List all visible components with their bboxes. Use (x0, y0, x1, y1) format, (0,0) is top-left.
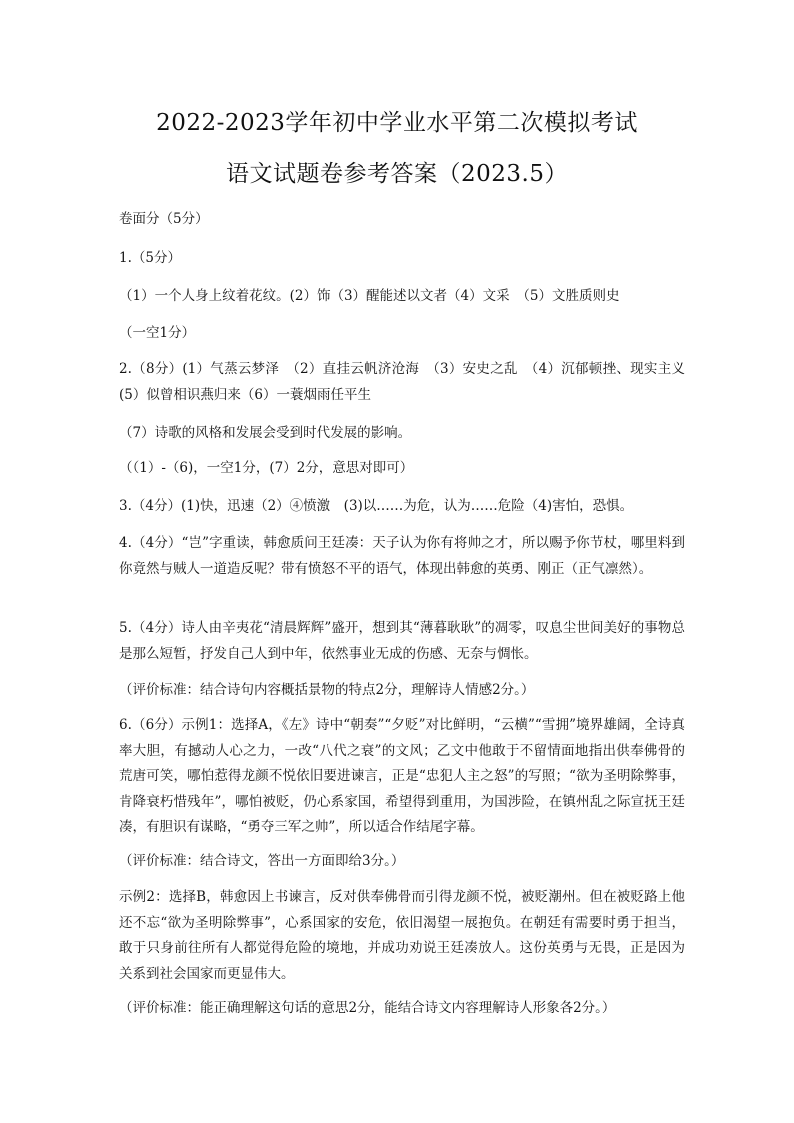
q6-example-2: 示例2：选择B，韩愈因上书谏言，反对供奉佛骨而引得龙颜不悦，被贬潮州。但在被贬路上他还不忘“欲为圣明除弊事”，心系国家的安危，依旧渴望一展抱负。在朝廷有需要时勇于担当，敢于只身前往所有人都觉得危险的境地，并成功劝说王廷凑放人。这份英勇与无畏，正是因为关系到社会国家而更显伟大。 (119, 889, 685, 982)
document-subtitle: 语文试题卷参考答案（2023.5） (226, 161, 568, 187)
q2-answer-7: （7）诗歌的风格和发展会受到时代发展的影响。 (119, 425, 412, 441)
q6-scoring-note-1: （评价标准：结合诗文，答出一方面即给3分。） (119, 853, 405, 869)
q6-scoring-note-2: （评价标准：能正确理解这句话的意思2分，能结合诗文内容理解诗人形象各2分。） (119, 1000, 616, 1016)
q1-scoring-note: （一空1分） (119, 325, 196, 341)
q5-scoring-note: （评价标准：结合诗句内容概括景物的特点2分，理解诗人情感2分。） (119, 682, 535, 698)
q5-answer: 5.（4分）诗人由辛夷花“清晨辉辉”盛开，想到其“薄暮耿耿”的凋零，叹息尘世间美好的事物总是那么短暂，抒发自己人到中年，依然事业无成的伤感、无奈与惆怅。 (119, 620, 685, 662)
juanmian-score-line: 卷面分（5分） (119, 211, 209, 227)
q1-answer: （1）一个人身上纹着花纹。(2）饰（3）醒能述以文者（4）文采 （5）文胜质则史 (119, 288, 620, 304)
document-title: 2022-2023学年初中学业水平第二次模拟考试 (156, 110, 638, 136)
q2-scoring-note: （（1）-（6)，一空1分，(7）2分，意思对即可） (119, 460, 414, 476)
q6-example-1: 6.（6分）示例1：选择A，《左》诗中“朝奏”“夕贬”对比鲜明，“云横”“雪拥”境界雄阔，全诗真率大胆，有撼动人心之力，一改“八代之衰”的文风；乙文中他敢于不留情面地指出供奉佛骨的荒唐可笑，哪怕惹得龙颜不悦依旧要进谏言，正是“忠犯人主之怒”的写照；“欲为圣明除弊事，肯降衰朽惜残年”，哪怕被贬，仍心系家国，希望得到重用，为国涉险，在镇州乱之际宣抚王廷凑，有胆识有谋略，“勇夺三军之帅”，所以适合作结尾字幕。 (119, 717, 685, 835)
q4-answer: 4.（4分）“岂”字重读，韩愈质问王廷凑：天子认为你有将帅之才，所以赐予你节杖，哪里料到你竟然与贼人一道造反呢？带有愤怒不平的语气，体现出韩愈的英勇、刚正（正气凛然）。 (119, 535, 685, 577)
q2-answer: 2.（8分）(1）气蒸云梦泽 （2）直挂云帆济沧海 （3）安史之乱 （4）沉郁顿挫、现实主义 (5）似曾相识燕归来（6）一蓑烟雨任平生 (119, 361, 699, 403)
q3-answer: 3.（4分）(1)快，迅速（2）④愤激 (3)以……为危，认为……危险（4)害怕，恐惧。 (119, 498, 634, 514)
q1-heading: 1.（5分） (119, 250, 181, 266)
